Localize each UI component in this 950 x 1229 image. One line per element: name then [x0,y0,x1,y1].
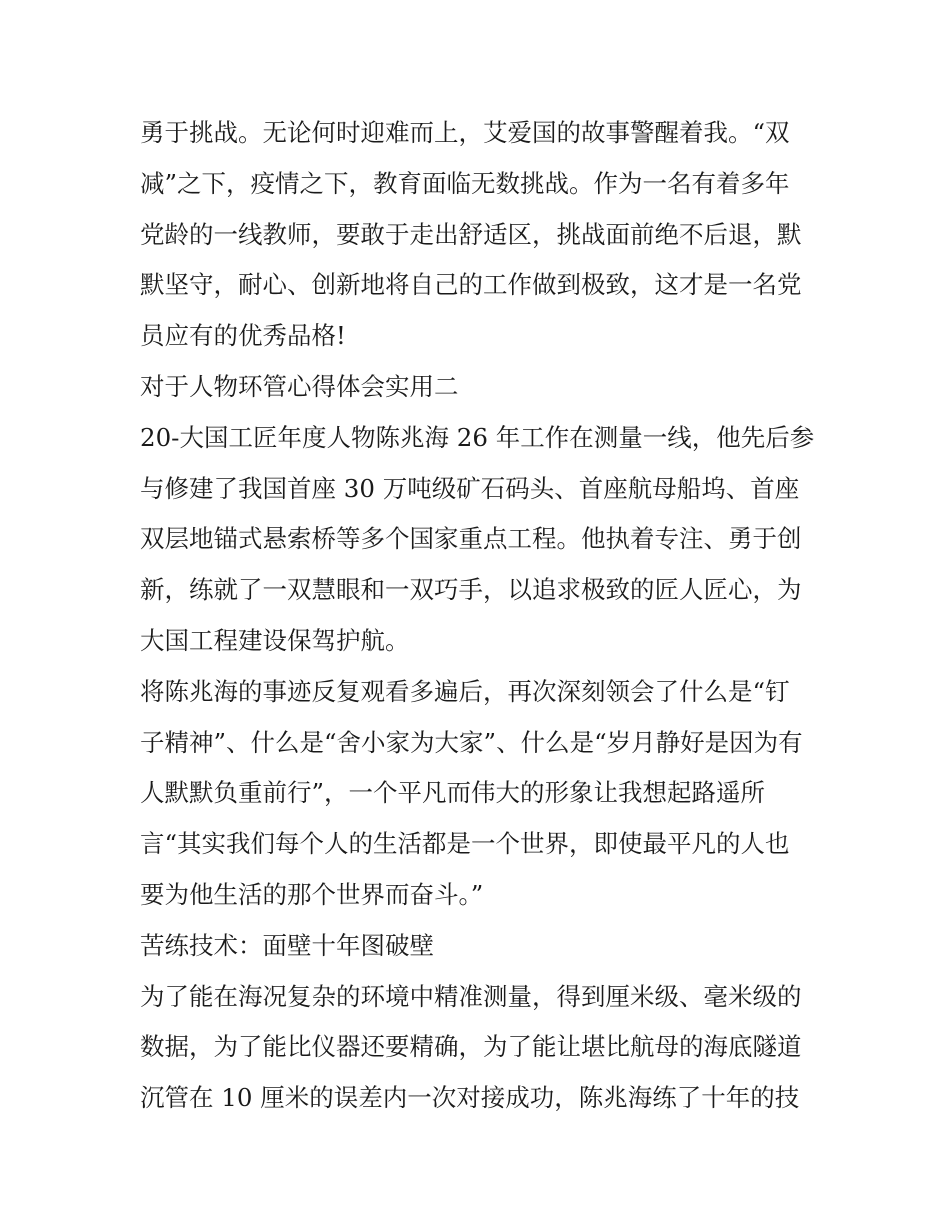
text-line: 20-大国工匠年度人物陈兆海 26 年工作在测量一线，他先后参 [140,422,815,452]
text-line: 党龄的一线教师，要敢于走出舒适区，挑战面前绝不后退，默 [140,219,802,249]
text-line: 与修建了我国首座 30 万吨级矿石码头、首座航母船坞、首座 [140,473,800,503]
paragraph-precision [140,972,812,1124]
subheading-text: 苦练技术：面壁十年图破壁 [140,930,434,960]
paragraph-challenge [140,108,812,362]
text-line: 新，练就了一双慧眼和一双巧手，以追求极致的匠人匠心，为 [140,575,802,605]
text-line: 大国工程建设保驾护航。 [140,625,410,655]
text-line: 默坚守，耐心、创新地将自己的工作做到极致，这才是一名党 [140,270,802,300]
text-line: 言“其实我们每个人的生活都是一个世界，即使最平凡的人也 [140,829,790,859]
text-line: 勇于挑战。无论何时迎难而上，艾爱国的故事警醒着我。“双 [140,118,790,147]
document-body [140,108,815,1124]
subheading [140,921,812,972]
text-line: 数据，为了能比仪器还要精确，为了能让堪比航母的海底隧道 [140,1032,802,1062]
text-line: 沉管在 10 厘米的误差内一次对接成功，陈兆海练了十年的技 [140,1083,800,1113]
text-line: 子精神”、什么是“舍小家为大家”、什么是“岁月静好是因为有 [140,727,803,757]
text-line: 员应有的优秀品格! [140,321,346,351]
paragraph-reflection [140,667,812,921]
section-heading [140,362,812,413]
text-line: 人默默负重前行”，一个平凡而伟大的形象让我想起路遥所 [140,778,766,808]
paragraph-chen-zhaohai-intro [140,413,815,667]
text-line: 将陈兆海的事迹反复观看多遍后，再次深刻领会了什么是“钉 [140,676,790,706]
text-line: 要为他生活的那个世界而奋斗。” [140,879,484,909]
text-line: 减”之下，疫情之下，教育面临无数挑战。作为一名有着多年 [140,168,790,198]
text-line: 双层地锚式悬索桥等多个国家重点工程。他执着专注、勇于创 [140,524,802,554]
text-line: 为了能在海况复杂的环境中精准测量，得到厘米级、毫米级的 [140,981,802,1011]
heading-text: 对于人物环管心得体会实用二 [140,371,459,401]
